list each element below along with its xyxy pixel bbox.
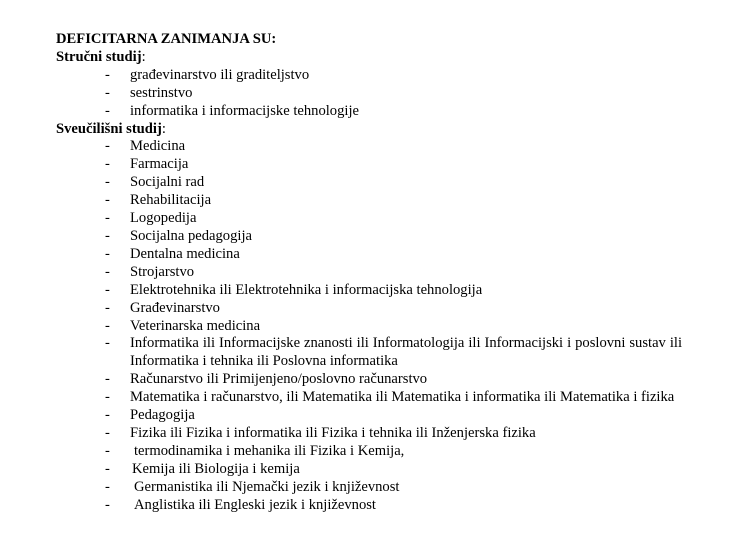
list-item: [56, 103, 682, 121]
sveucilisni-list: [56, 138, 682, 514]
dash-bullet: -: [105, 389, 110, 406]
list-item-text: Socijalna pedagogija: [130, 227, 252, 244]
dash-bullet: -: [105, 317, 110, 334]
list-item-text: Rehabilitacija: [130, 192, 212, 209]
section-strucni-studij: [56, 49, 682, 121]
list-item-text: sestrinstvo: [130, 84, 193, 101]
section-colon: :: [141, 48, 146, 65]
list-item: [56, 192, 682, 210]
dash-bullet: -: [105, 210, 110, 227]
dash-bullet: -: [105, 460, 110, 477]
dash-bullet: -: [105, 371, 110, 388]
list-item: [56, 497, 682, 515]
list-item: [56, 246, 682, 264]
list-item-text: Pedagogija: [130, 407, 195, 424]
dash-bullet: -: [105, 156, 110, 173]
list-item: [56, 425, 682, 443]
dash-bullet: -: [105, 442, 110, 459]
dash-bullet: -: [105, 299, 110, 316]
list-item: [56, 335, 682, 371]
list-item: [56, 228, 682, 246]
list-item: [56, 407, 682, 425]
list-item-text: Anglistika ili Engleski jezik i književnost: [134, 496, 376, 513]
list-item-text: Logopedija: [130, 210, 197, 227]
dash-bullet: -: [105, 496, 110, 513]
list-item: [56, 156, 682, 174]
dash-bullet: -: [105, 335, 110, 352]
dash-bullet: -: [105, 174, 110, 191]
list-item-text: Socijalni rad: [130, 174, 205, 191]
list-item-text: Elektrotehnika ili Elektrotehnika i informacijska tehnologija: [130, 281, 483, 298]
document-heading: DEFICITARNA ZANIMANJA SU:: [56, 31, 277, 47]
list-item: [56, 479, 682, 497]
list-item: [56, 300, 682, 318]
list-item-text: Germanistika ili Njemački jezik i književnost: [134, 478, 400, 495]
list-item: [56, 443, 682, 461]
list-item: [56, 138, 682, 156]
section-title: Sveučilišni studij: [56, 120, 162, 137]
dash-bullet: -: [105, 66, 110, 83]
section-sveucilisni-studij: [56, 121, 682, 515]
dash-bullet: -: [105, 192, 110, 209]
list-item-text: informatika i informacijske tehnologije: [130, 102, 359, 119]
section-colon: :: [161, 120, 166, 137]
list-item-text: Kemija ili Biologija i kemija: [132, 460, 300, 477]
dash-bullet: -: [105, 102, 110, 119]
document: [56, 31, 682, 514]
list-item-text: termodinamika i mehanika ili Fizika i Kemija,: [134, 442, 405, 459]
list-item-text: Informatika ili Informacijske znanosti ili Informatologija ili Informacijski i poslovni sustav ili Informatika i tehnika ili Poslovna informatika: [130, 335, 682, 370]
dash-bullet: -: [105, 227, 110, 244]
list-item: [56, 318, 682, 336]
list-item: [56, 389, 682, 407]
dash-bullet: -: [105, 245, 110, 262]
section-title-line: [56, 121, 682, 139]
list-item-text: Fizika ili Fizika i informatika ili Fizika i tehnika ili Inženjerska fizika: [130, 424, 536, 441]
list-item-text: Dentalna medicina: [130, 245, 240, 262]
dash-bullet: -: [105, 407, 110, 424]
dash-bullet: -: [105, 263, 110, 280]
list-item-text: Matematika i računarstvo, ili Matematika ili Matematika i informatika ili Matematika i fizika: [130, 389, 675, 406]
list-item: [56, 371, 682, 389]
section-title-line: [56, 49, 682, 67]
list-item-text: Medicina: [130, 138, 186, 155]
strucni-list: [56, 67, 682, 121]
dash-bullet: -: [105, 424, 110, 441]
dash-bullet: -: [105, 138, 110, 155]
list-item-text: Farmacija: [130, 156, 189, 173]
list-item-text: Strojarstvo: [130, 263, 195, 280]
list-item: [56, 461, 682, 479]
list-item-text: građevinarstvo ili graditeljstvo: [130, 66, 310, 83]
dash-bullet: -: [105, 478, 110, 495]
list-item: [56, 210, 682, 228]
list-item: [56, 264, 682, 282]
list-item: [56, 174, 682, 192]
list-item-text: Računarstvo ili Primijenjeno/poslovno računarstvo: [130, 371, 428, 388]
dash-bullet: -: [105, 281, 110, 298]
list-item: [56, 67, 682, 85]
section-title: Stručni studij: [56, 48, 142, 65]
list-item-text: Veterinarska medicina: [130, 317, 261, 334]
list-item: [56, 282, 682, 300]
list-item: [56, 85, 682, 103]
dash-bullet: -: [105, 84, 110, 101]
list-item-text: Građevinarstvo: [130, 299, 220, 316]
